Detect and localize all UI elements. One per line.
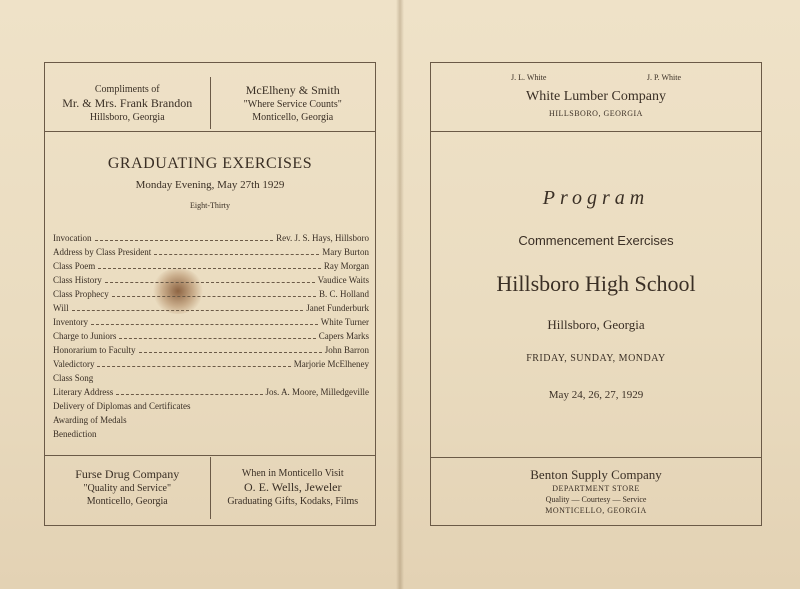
center-fold xyxy=(396,0,404,589)
participant: Mary Burton xyxy=(322,247,369,257)
divider xyxy=(45,455,375,456)
ad-line: Hillsboro, Georgia xyxy=(89,112,165,123)
part-name: Will xyxy=(53,303,69,313)
school-name: Hillsboro High School xyxy=(496,271,696,296)
part-name: Benediction xyxy=(53,429,97,439)
list-item xyxy=(53,231,369,245)
list-item xyxy=(53,273,369,287)
list-item xyxy=(53,245,369,259)
list-item xyxy=(53,301,369,315)
list-item xyxy=(53,259,369,273)
program-time: Eight-Thirty xyxy=(190,201,230,210)
participant: Capers Marks xyxy=(318,331,369,341)
part-name: Valedictory xyxy=(53,359,95,369)
part-name: Invocation xyxy=(53,233,92,243)
participant: B. C. Holland xyxy=(318,289,369,299)
bottom-ads xyxy=(45,467,375,519)
part-name: Class Prophecy xyxy=(53,289,109,299)
store-city: MONTICELLO, GEORGIA xyxy=(545,506,647,515)
part-name: Delivery of Diplomas and Certificates xyxy=(53,401,191,411)
owner-name: J. P. White xyxy=(646,73,681,82)
list-item xyxy=(53,315,369,329)
participant: White Turner xyxy=(320,317,369,327)
divider xyxy=(431,131,761,132)
program-date: Monday Evening, May 27th 1929 xyxy=(135,179,285,191)
list-item xyxy=(53,399,369,413)
owner-name: J. L. White xyxy=(511,73,547,82)
ad-mcelheny xyxy=(211,77,376,129)
program-title: Program xyxy=(542,187,650,209)
ad-line: Compliments of xyxy=(94,84,160,95)
company-name: White Lumber Company xyxy=(526,89,666,104)
company-city: HILLSBORO, GEORGIA xyxy=(549,109,643,118)
part-name: Honorarium to Faculty xyxy=(53,345,136,355)
ad-name: McElheny & Smith xyxy=(245,83,340,97)
participant: Marjorie McElheney xyxy=(293,359,369,369)
list-item xyxy=(53,413,369,427)
ad-furse-drug xyxy=(45,467,210,519)
owners xyxy=(511,73,681,82)
ad-line: "Where Service Counts" xyxy=(243,99,342,110)
school-city: Hillsboro, Georgia xyxy=(547,317,645,332)
participant: Rev. J. S. Hays, Hillsboro xyxy=(276,233,369,243)
program-dates: May 24, 26, 27, 1929 xyxy=(548,389,644,401)
participant: Vaudice Waits xyxy=(317,275,369,285)
store-type: DEPARTMENT STORE xyxy=(552,484,640,493)
part-name: Class History xyxy=(53,275,102,285)
ad-brandon xyxy=(45,77,210,129)
ad-line: Monticello, Georgia xyxy=(86,496,168,507)
list-item xyxy=(53,329,369,343)
participant: Jos. A. Moore, Milledgeville xyxy=(265,387,369,397)
divider xyxy=(45,131,375,132)
list-item xyxy=(53,287,369,301)
part-name: Literary Address xyxy=(53,387,114,397)
part-name: Class Poem xyxy=(53,261,96,271)
program-heading: GRADUATING EXERCISES xyxy=(107,155,313,172)
part-name: Awarding of Medals xyxy=(53,415,127,425)
ad-name: Furse Drug Company xyxy=(75,467,180,481)
ad-wells-jeweler xyxy=(211,467,376,519)
top-ads xyxy=(45,77,375,129)
ad-name: Mr. & Mrs. Frank Brandon xyxy=(62,96,193,110)
list-item xyxy=(53,427,369,441)
ad-line: Monticello, Georgia xyxy=(252,112,334,123)
program-days: FRIDAY, SUNDAY, MONDAY xyxy=(526,353,666,364)
ad-line: Graduating Gifts, Kodaks, Films xyxy=(227,496,359,507)
part-name: Class Song xyxy=(53,373,94,383)
divider xyxy=(431,457,761,458)
commencement-subtitle: Commencement Exercises xyxy=(518,233,674,248)
ad-line: When in Monticello Visit xyxy=(241,468,344,479)
right-page xyxy=(430,62,762,526)
participant: Ray Morgan xyxy=(323,261,369,271)
list-item xyxy=(53,371,369,385)
part-name: Inventory xyxy=(53,317,88,327)
program-list xyxy=(53,231,369,441)
left-page xyxy=(44,62,376,526)
participant: John Barron xyxy=(324,345,369,355)
list-item xyxy=(53,343,369,357)
part-name: Charge to Juniors xyxy=(53,331,117,341)
store-motto: Quality — Courtesy — Service xyxy=(545,495,647,504)
ad-name: O. E. Wells, Jeweler xyxy=(244,480,342,494)
list-item xyxy=(53,385,369,399)
list-item xyxy=(53,357,369,371)
ad-line: "Quality and Service" xyxy=(83,483,172,494)
part-name: Address by Class President xyxy=(53,247,152,257)
participant: Janet Funderburk xyxy=(306,303,369,313)
store-name: Benton Supply Company xyxy=(530,467,662,482)
